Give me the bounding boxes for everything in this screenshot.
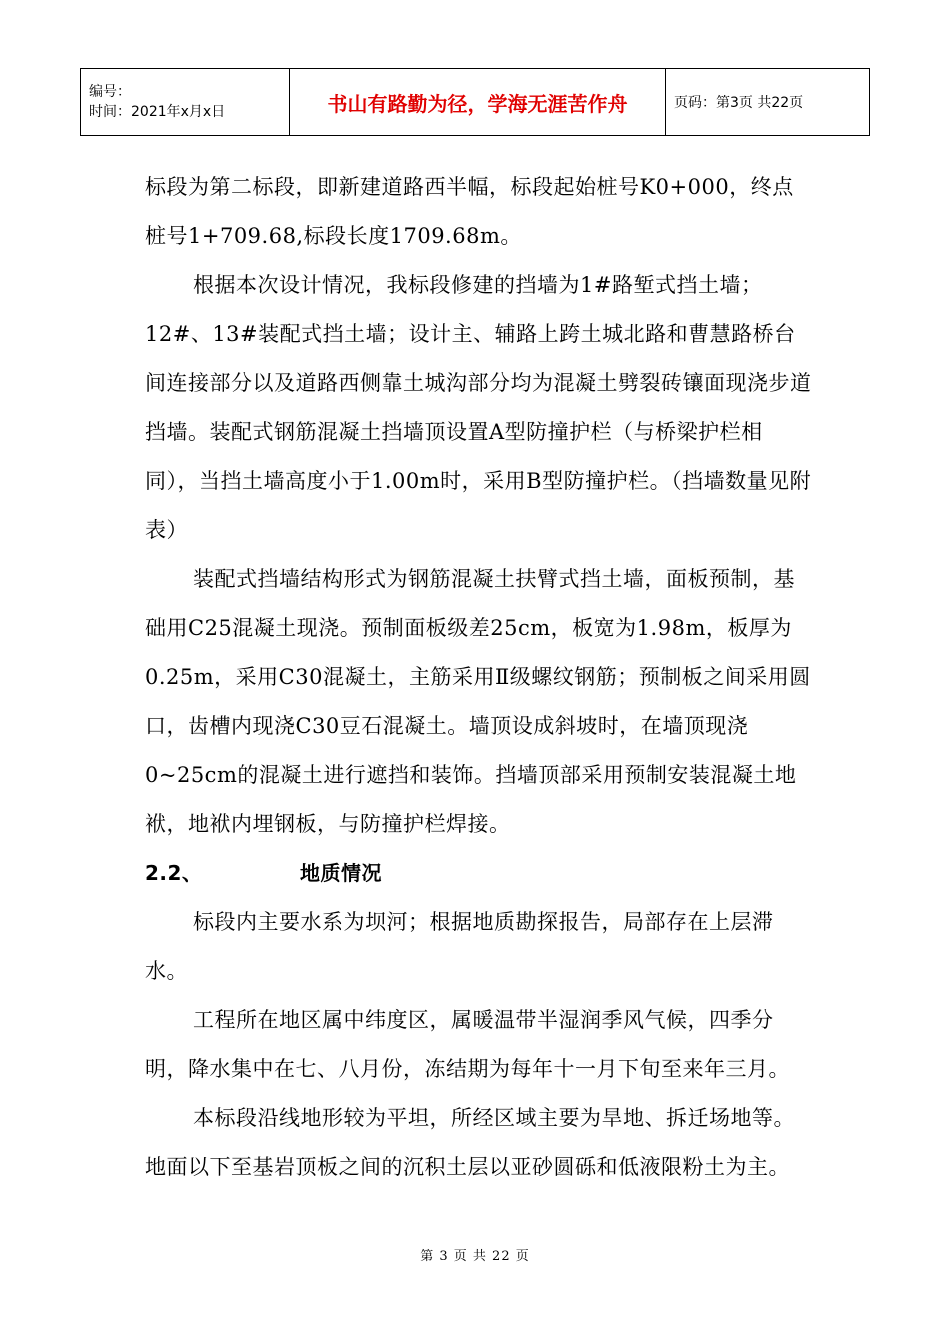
page-footer: 第 3 页 共 22 页 xyxy=(420,1249,530,1264)
paragraph: 工程所在地区属中纬度区，属暖温带半湿润季风气候，四季分明，降水集中在七、八月份，冻结期为每年十一月下旬至来年三月。 xyxy=(145,1008,790,1081)
paragraph: 标段内主要水系为坝河；根据地质勘探报告，局部存在上层滞水。 xyxy=(145,910,774,983)
paragraph: 本标段沿线地形较为平坦，所经区域主要为旱地、拆迁场地等。地面以下至基岩顶板之间的沉积土层以亚砂圆砾和低液限粉土为主。 xyxy=(145,1106,795,1179)
header-page-info: 页码：第3页 共22页 xyxy=(666,69,870,136)
document-body xyxy=(145,163,815,1192)
section-title: 地质情况 xyxy=(300,861,382,885)
header-table xyxy=(80,68,870,136)
paragraph: 装配式挡墙结构形式为钢筋混凝土扶臂式挡土墙，面板预制，基础用C25混凝土现浇。预制面板级差25cm，板宽为1.98m，板厚为0.25m，采用C30混凝土，主筋采用Ⅱ级螺纹钢筋；预制板之间采用圆口，齿槽内现浇C30豆石混凝土。墙顶设成斜坡时，在墙顶现浇0~25cm的混凝土进行遮挡和装饰。挡墙顶部采用预制安装混凝土地袱，地袱内埋钢板，与防撞护栏焊接。 xyxy=(145,567,811,836)
code-label: 编号： xyxy=(89,84,131,100)
section-heading xyxy=(145,849,815,898)
paragraph: 根据本次设计情况，我标段修建的挡墙为1#路堑式挡土墙；12#、13#装配式挡土墙；设计主、辅路上跨土城北路和曹慧路桥台间连接部分以及道路西侧靠土城沟部分均为混凝土劈裂砖镶面现浇步道挡墙。装配式钢筋混凝土挡墙顶设置A型防撞护栏（与桥梁护栏相同），当挡土墙高度小于1.00m时，采用B型防撞护栏。（挡墙数量见附表） xyxy=(145,273,812,542)
header-left-cell xyxy=(81,69,290,136)
header-motto: 书山有路勤为径，学海无涯苦作舟 xyxy=(290,69,666,136)
date-label: 时间：2021年x月x日 xyxy=(89,104,226,120)
section-number: 2.2、 xyxy=(145,861,203,885)
paragraph: 标段为第二标段，即新建道路西半幅，标段起始桩号K0+000，终点桩号1+709.68,标段长度1709.68m。 xyxy=(145,175,794,248)
